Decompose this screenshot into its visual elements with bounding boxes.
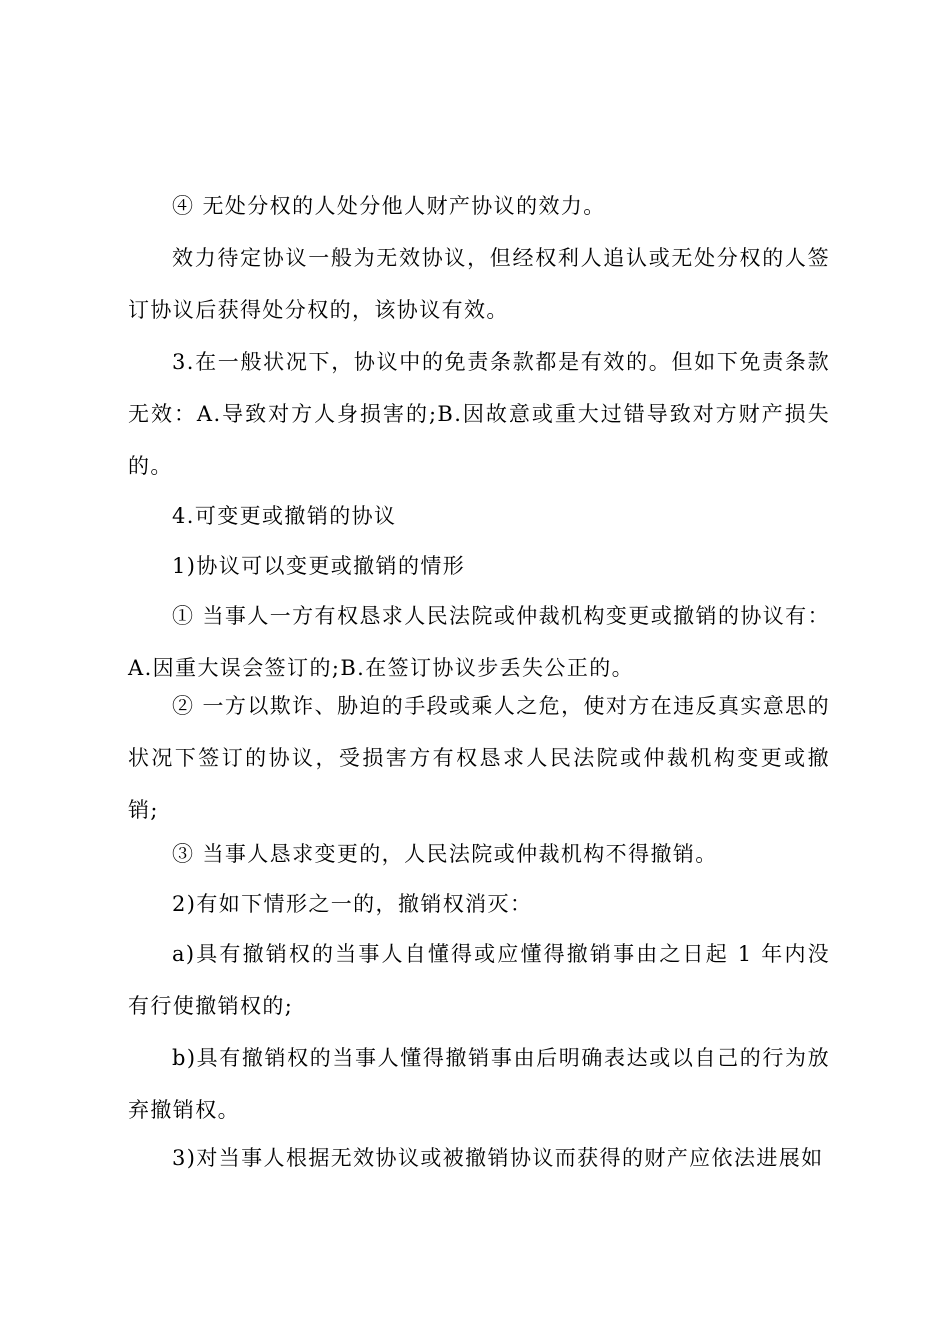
paragraph-property-obtained: 3)对当事人根据无效协议或被撤销协议而获得的财产应依法进展如 [172,1146,824,1170]
paragraph-request-modification: ③ 当事人恳求变更的，人民法院或仲裁机构不得撤销。 [172,842,718,866]
paragraph-exemption-clauses: 3.在一般状况下，协议中的免责条款都是有效的。但如下免责条款无效：A.导致对方人身损害的;B.因故意或重大过错导致对方财产损失的。 [128,350,830,478]
heading-modification-revocation-situations: 1)协议可以变更或撤销的情形 [172,554,466,578]
paragraph-fraud-coercion: ② 一方以欺诈、胁迫的手段或乘人之危，使对方在违反真实意思的状况下签订的协议，受损害方有权恳求人民法院或仲裁机构变更或撤销; [128,694,830,822]
paragraph-waiver-of-revocation: b)具有撤销权的当事人懂得撤销事由后明确表达或以自己的行为放弃撤销权。 [128,1046,830,1122]
heading-revocation-right-extinction: 2)有如下情形之一的，撤销权消灭： [172,892,533,916]
heading-modifiable-revocable-agreement: 4.可变更或撤销的协议 [172,504,397,528]
paragraph-one-year-limit: a)具有撤销权的当事人自懂得或应懂得撤销事由之日起 1 年内没有行使撤销权的; [128,942,830,1018]
paragraph-party-right-to-request: ① 当事人一方有权恳求人民法院或仲裁机构变更或撤销的协议有：A.因重大误会签订的;B.在签订协议步丢失公正的。 [128,604,830,680]
paragraph-pending-effect-agreement: 效力待定协议一般为无效协议，但经权利人追认或无处分权的人签订协议后获得处分权的，该协议有效。 [128,246,830,322]
paragraph-void-disposal-effect: ④ 无处分权的人处分他人财产协议的效力。 [172,194,606,218]
